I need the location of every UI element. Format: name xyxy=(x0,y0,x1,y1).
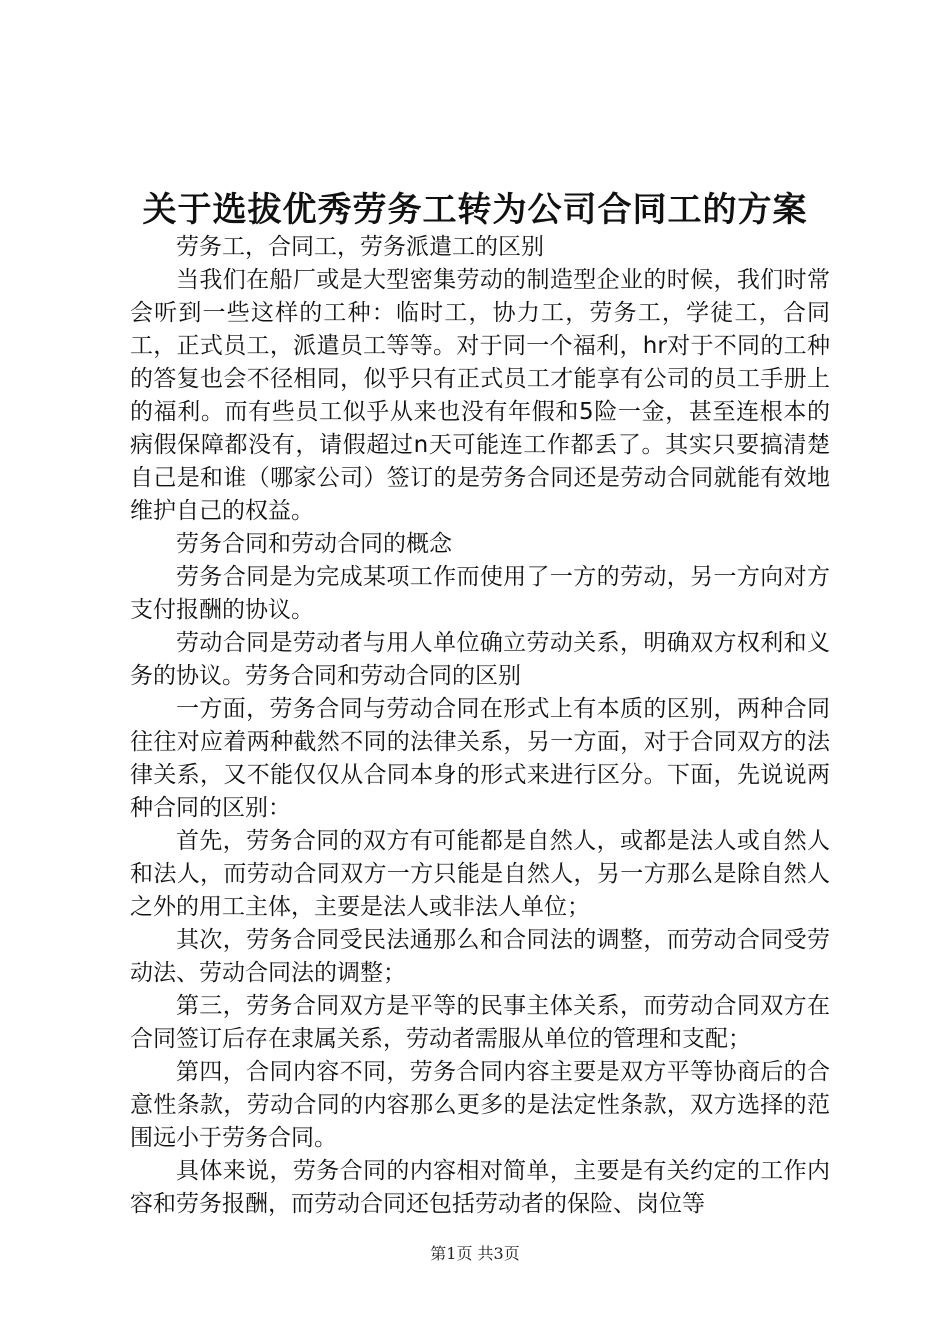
page-footer: 第1页 共3页 xyxy=(430,1244,520,1263)
document-title: 关于选拔优秀劳务工转为公司合同工的方案 xyxy=(142,190,808,230)
paragraph: 劳务合同和劳动合同的概念 xyxy=(176,531,452,557)
paragraph: 劳动合同是劳动者与用人单位确立劳动关系，明确双方权利和义务的协议。劳务合同和劳动合同的区别 xyxy=(130,630,830,689)
paragraph: 劳务合同是为完成某项工作而使用了一方的劳动，另一方向对方支付报酬的协议。 xyxy=(130,564,830,623)
paragraph: 劳务工，合同工，劳务派遣工的区别 xyxy=(176,234,544,260)
paragraph: 首先，劳务合同的双方有可能都是自然人，或都是法人或自然人和法人，而劳动合同双方一方只能是自然人，另一方那么是除自然人之外的用工主体，主要是法人或非法人单位； xyxy=(130,828,830,920)
document-body xyxy=(130,231,830,1221)
paragraph: 一方面，劳务合同与劳动合同在形式上有本质的区别，两种合同往往对应着两种截然不同的法律关系，另一方面，对于合同双方的法律关系，又不能仅仅从合同本身的形式来进行区分。下面，先说说两种合同的区别： xyxy=(130,696,830,821)
paragraph: 当我们在船厂或是大型密集劳动的制造型企业的时候，我们时常会听到一些这样的工种：临时工，协力工，劳务工，学徒工，合同工，正式员工，派遣员工等等。对于同一个福利，hr对于不同的工种的答复也会不径相同，似乎只有正式员工才能享有公司的员工手册上的福利。而有些员工似乎从来也没有年假和5险一金，甚至连根本的病假保障都没有，请假超过n天可能连工作都丢了。其实只要搞清楚自己是和谁（哪家公司）签订的是劳务合同还是劳动合同就能有效地维护自己的权益。 xyxy=(130,267,830,524)
paragraph: 第四，合同内容不同，劳务合同内容主要是双方平等协商后的合意性条款，劳动合同的内容那么更多的是法定性条款，双方选择的范围远小于劳务合同。 xyxy=(130,1059,830,1151)
paragraph: 具体来说，劳务合同的内容相对简单，主要是有关约定的工作内容和劳务报酬，而劳动合同还包括劳动者的保险、岗位等 xyxy=(130,1158,830,1217)
paragraph: 第三，劳务合同双方是平等的民事主体关系，而劳动合同双方在合同签订后存在隶属关系，劳动者需服从单位的管理和支配； xyxy=(130,993,830,1052)
paragraph: 其次，劳务合同受民法通那么和合同法的调整，而劳动合同受劳动法、劳动合同法的调整； xyxy=(130,927,830,986)
